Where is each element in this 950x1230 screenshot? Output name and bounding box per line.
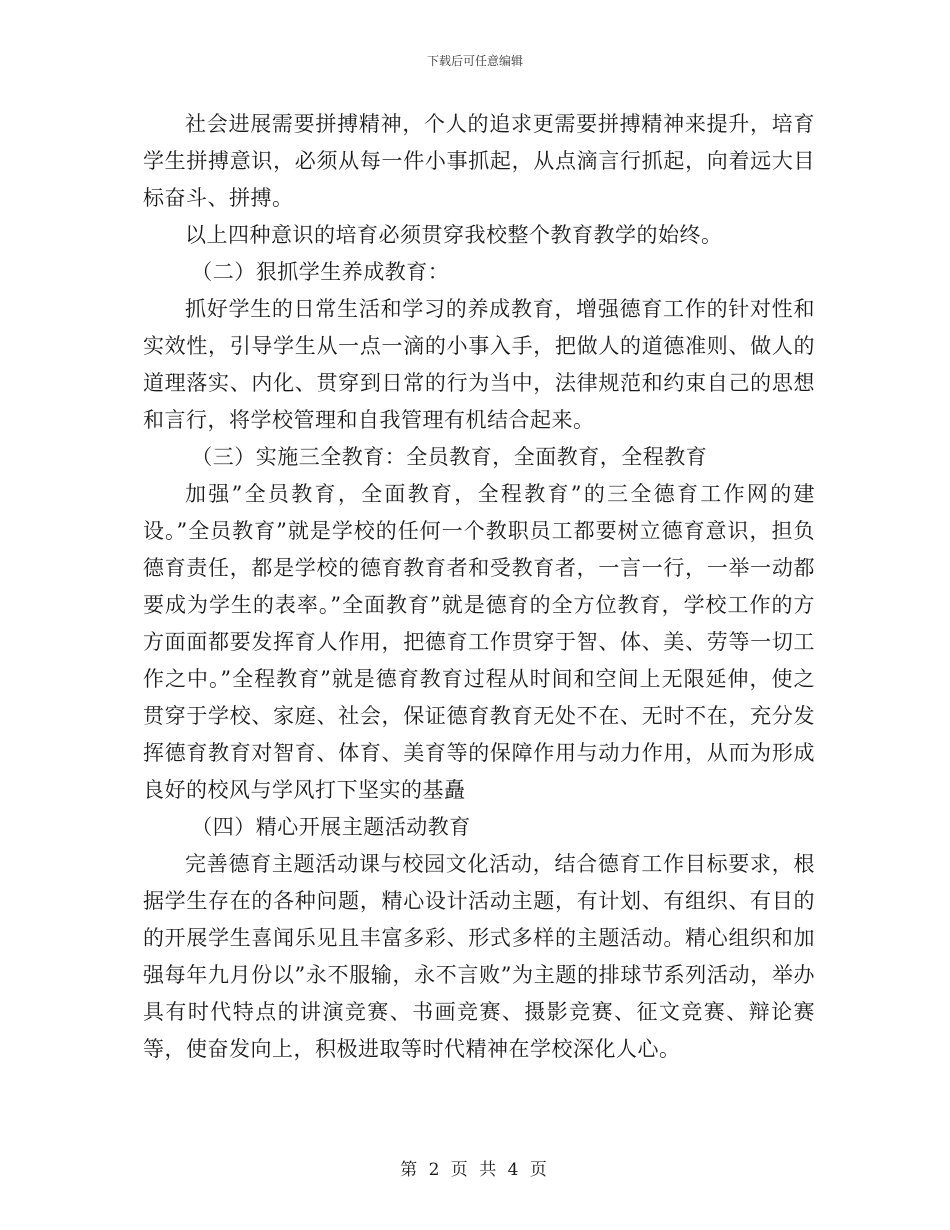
body-text [143, 106, 815, 1068]
page-footer: 第 2 页 共 4 页 [400, 1160, 550, 1180]
paragraph: 以上四种意识的培育必须贯穿我校整个教育教学的始终。 [185, 223, 723, 247]
paragraph: 社会进展需要拼搏精神，个人的追求更需要拼搏精神来提升，培育学生拼搏意识，必须从每一件小事抓起，从点滴言行抓起，向着远大目标奋斗、拼搏。 [143, 112, 815, 210]
section-heading: （三）实施三全教育：全员教育，全面教育，全程教育 [191, 445, 708, 469]
section-heading: （二）狠抓学生养成教育： [191, 260, 450, 284]
section-heading: （四）精心开展主题活动教育 [191, 815, 471, 839]
paragraph: 完善德育主题活动课与校园文化活动，结合德育工作目标要求，根据学生存在的各种问题，精心设计活动主题，有计划、有组织、有目的的开展学生喜闻乐见且丰富多彩、形式多样的主题活动。精心组织和加强每年九月份以”永不服输，永不言败”为主题的排球节系列活动，举办具有时代特点的讲演竞赛、书画竞赛、摄影竞赛、征文竞赛、辩论赛等，使奋发向上，积极进取等时代精神在学校深化人心。 [143, 852, 815, 1061]
paragraph: 加强”全员教育，全面教育，全程教育”的三全德育工作网的建设。”全员教育”就是学校的任何一个教职员工都要树立德育意识，担负德育责任，都是学校的德育教育者和受教育者，一言一行，一举一动都要成为学生的表率。”全面教育”就是德育的全方位教育，学校工作的方方面面都要发挥育人作用，把德育工作贯穿于智、体、美、劳等一切工作之中。”全程教育”就是德育教育过程从时间和空间上无限延伸，使之贯穿于学校、家庭、社会，保证德育教育无处不在、无时不在，充分发挥德育教育对智育、体育、美育等的保障作用与动力作用，从而为形成良好的校风与学风打下坚实的基矗 [143, 482, 815, 802]
paragraph: 抓好学生的日常生活和学习的养成教育，增强德育工作的针对性和实效性，引导学生从一点一滴的小事入手，把做人的道德准则、做人的道理落实、内化、贯穿到日常的行为当中，法律规范和约束自己的思想和言行，将学校管理和自我管理有机结合起来。 [143, 297, 815, 432]
page-header: 下载后可任意编辑 [426, 54, 523, 68]
